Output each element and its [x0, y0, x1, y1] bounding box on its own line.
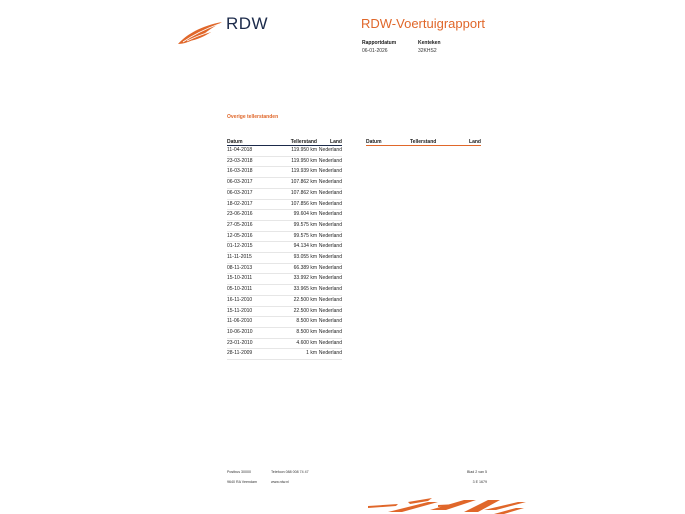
- footer-phone: Telefoon 088 008 74 47: [271, 470, 309, 474]
- cell-odometer: 1 km: [271, 349, 317, 360]
- cell-date: 27-05-2016: [227, 220, 271, 231]
- table-row: [227, 242, 342, 253]
- cell-country: Nederland: [317, 188, 342, 199]
- cell-date: 08-11-2013: [227, 263, 271, 274]
- table-row: [227, 327, 342, 338]
- cell-odometer: 66.389 km: [271, 263, 317, 274]
- cell-country: Nederland: [317, 220, 342, 231]
- column-header-country: Land: [469, 139, 481, 145]
- table-header-row: [366, 139, 481, 146]
- cell-country: Nederland: [317, 199, 342, 210]
- cell-country: Nederland: [317, 317, 342, 328]
- meta-label: Rapportdatum: [362, 40, 397, 46]
- cell-country: Nederland: [317, 146, 342, 157]
- footer-page-number: Blad 2 van 5: [467, 470, 487, 474]
- cell-country: Nederland: [317, 178, 342, 189]
- rdw-logo-icon: [177, 20, 223, 46]
- column-header-date: Datum: [227, 139, 243, 145]
- table-row: [227, 156, 342, 167]
- section-title: Overige tellerstanden: [227, 114, 279, 120]
- cell-country: Nederland: [317, 285, 342, 296]
- meta-report-date: [362, 40, 396, 54]
- cell-date: 10-06-2010: [227, 327, 271, 338]
- cell-country: Nederland: [317, 263, 342, 274]
- cell-date: 12-05-2016: [227, 231, 271, 242]
- cell-country: Nederland: [317, 327, 342, 338]
- meta-label: Kenteken: [418, 40, 441, 46]
- cell-date: 23-03-2018: [227, 156, 271, 167]
- column-header-date: Datum: [366, 139, 382, 145]
- cell-country: Nederland: [317, 210, 342, 221]
- cell-country: Nederland: [317, 167, 342, 178]
- meta-license-plate: [418, 40, 441, 54]
- cell-odometer: 94.134 km: [271, 242, 317, 253]
- report-title: RDW-Voertuigrapport: [361, 16, 486, 31]
- cell-odometer: 119.939 km: [271, 167, 317, 178]
- column-header-odometer: Tellerstand: [290, 139, 317, 145]
- table-row: [227, 306, 342, 317]
- table-row: [227, 199, 342, 210]
- cell-date: 06-03-2017: [227, 178, 271, 189]
- cell-country: Nederland: [317, 306, 342, 317]
- cell-odometer: 22.500 km: [271, 306, 317, 317]
- footer-address-line2: 9640 RA Veendam: [227, 480, 257, 484]
- cell-country: Nederland: [317, 338, 342, 349]
- table-row: [227, 349, 342, 360]
- cell-odometer: 99.604 km: [271, 210, 317, 221]
- table-row: [227, 231, 342, 242]
- table-row: [227, 274, 342, 285]
- table-row: [227, 167, 342, 178]
- odometer-table-continued: [366, 139, 481, 146]
- cell-odometer: 93.055 km: [271, 253, 317, 264]
- cell-odometer: 107.862 km: [271, 188, 317, 199]
- table-row: [227, 220, 342, 231]
- cell-date: 23-01-2010: [227, 338, 271, 349]
- footer-document-code: 3 E 1679: [472, 480, 487, 484]
- cell-date: 11-06-2010: [227, 317, 271, 328]
- cell-country: Nederland: [317, 274, 342, 285]
- cell-odometer: 99.575 km: [271, 220, 317, 231]
- cell-date: 28-11-2009: [227, 349, 271, 360]
- table-row: [227, 263, 342, 274]
- cell-odometer: 119.950 km: [271, 156, 317, 167]
- table-row: [227, 317, 342, 328]
- cell-date: 16-11-2010: [227, 295, 271, 306]
- cell-odometer: 99.575 km: [271, 231, 317, 242]
- table-row: [227, 146, 342, 157]
- cell-date: 05-10-2011: [227, 285, 271, 296]
- table-row: [227, 285, 342, 296]
- cell-odometer: 107.856 km: [271, 199, 317, 210]
- cell-odometer: 33.965 km: [271, 285, 317, 296]
- meta-value: 32KHS2: [418, 48, 437, 54]
- table-row: [227, 253, 342, 264]
- cell-date: 11-04-2018: [227, 146, 271, 157]
- odometer-table: [227, 139, 342, 360]
- cell-odometer: 22.500 km: [271, 295, 317, 306]
- cell-date: 15-10-2011: [227, 274, 271, 285]
- cell-date: 11-11-2015: [227, 253, 271, 264]
- cell-odometer: 8.500 km: [271, 317, 317, 328]
- cell-odometer: 119.950 km: [271, 146, 317, 157]
- cell-odometer: 4.600 km: [271, 338, 317, 349]
- table-row: [227, 338, 342, 349]
- cell-odometer: 107.862 km: [271, 178, 317, 189]
- table-row: [227, 210, 342, 221]
- column-header-odometer: Tellerstand: [410, 139, 437, 145]
- cell-date: 06-03-2017: [227, 188, 271, 199]
- cell-country: Nederland: [317, 156, 342, 167]
- cell-country: Nederland: [317, 231, 342, 242]
- footer-address-line1: Postbus 30000: [227, 470, 251, 474]
- cell-country: Nederland: [317, 253, 342, 264]
- cell-country: Nederland: [317, 242, 342, 253]
- cell-date: 23-06-2016: [227, 210, 271, 221]
- cell-country: Nederland: [317, 349, 342, 360]
- cell-date: 01-12-2015: [227, 242, 271, 253]
- cell-country: Nederland: [317, 295, 342, 306]
- table-row: [227, 188, 342, 199]
- cell-odometer: 33.992 km: [271, 274, 317, 285]
- column-header-country: Land: [330, 139, 342, 145]
- cell-odometer: 8.500 km: [271, 327, 317, 338]
- decorative-stripes-icon: [368, 496, 526, 514]
- meta-value: 06-01-2026: [362, 48, 388, 54]
- cell-date: 15-11-2010: [227, 306, 271, 317]
- footer-website: www.rdw.nl: [271, 480, 289, 484]
- cell-date: 18-02-2017: [227, 199, 271, 210]
- logo-text: RDW: [226, 14, 269, 33]
- cell-date: 16-03-2018: [227, 167, 271, 178]
- table-row: [227, 295, 342, 306]
- table-row: [227, 178, 342, 189]
